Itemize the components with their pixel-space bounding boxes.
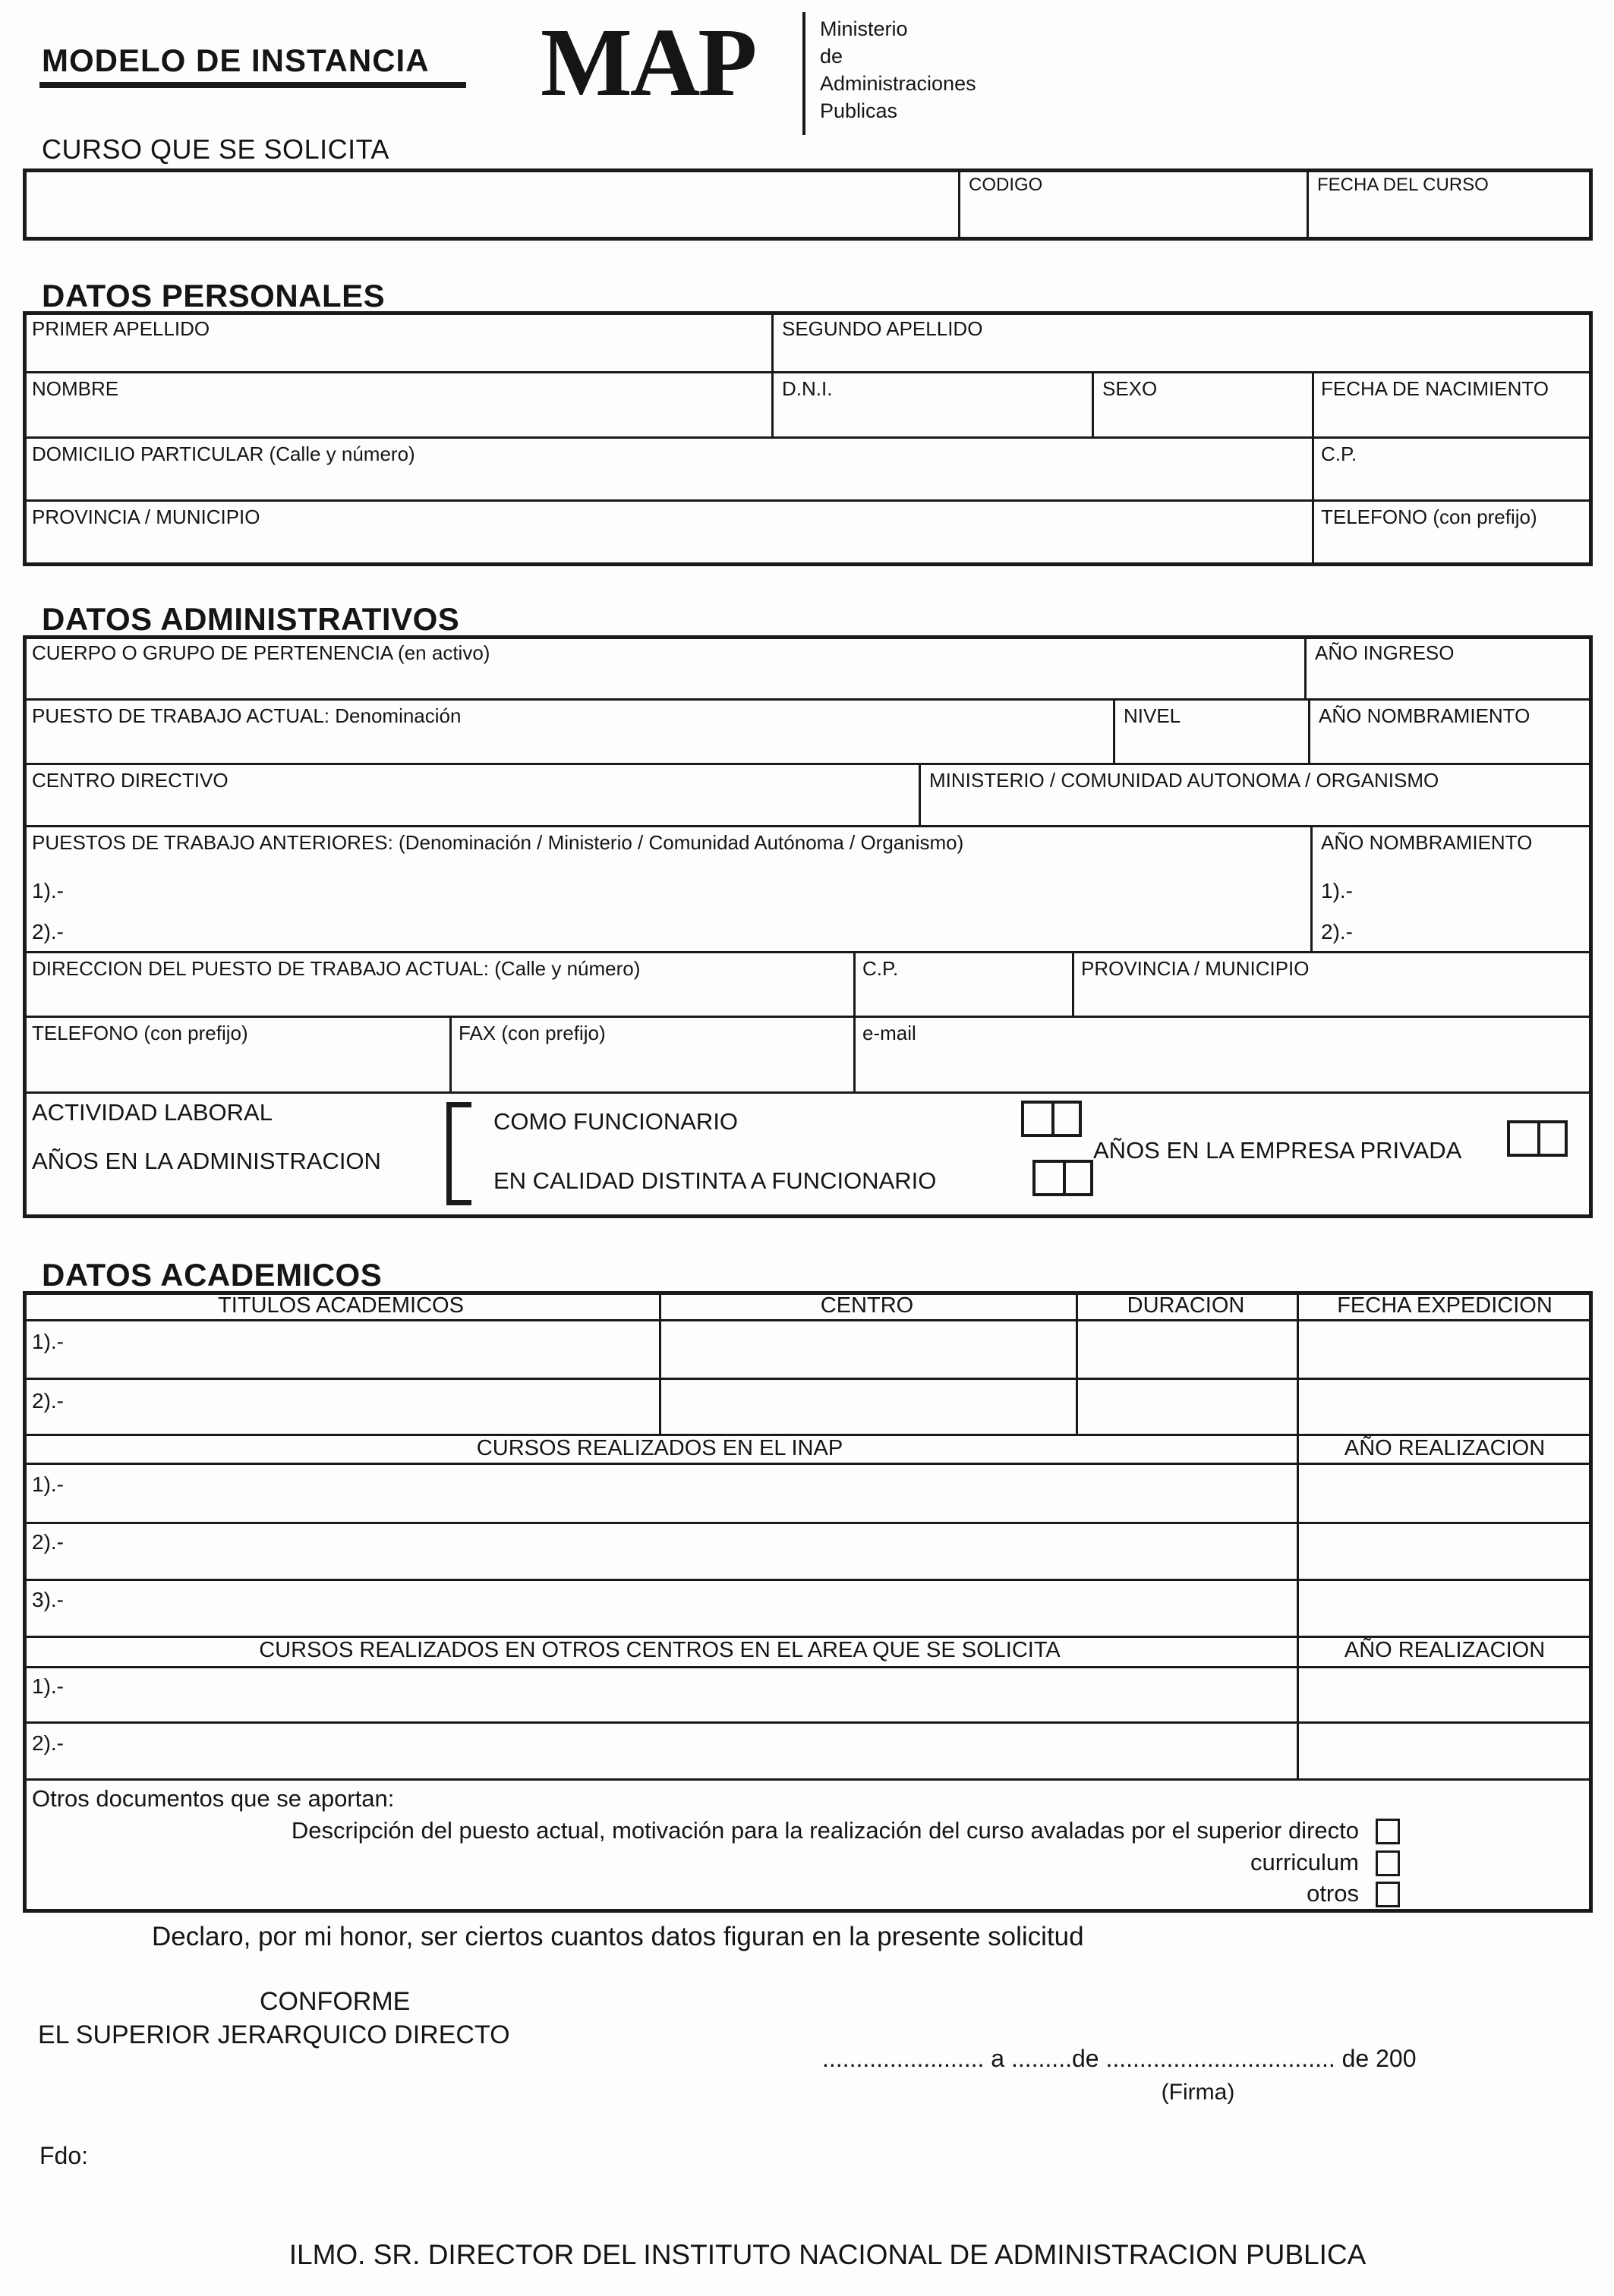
list-item-1: 1).- <box>32 1330 64 1353</box>
list-item-2: 2).- <box>32 1530 64 1554</box>
grid-line <box>1304 635 1307 698</box>
field-label-fecha-nacimiento: FECHA DE NACIMIENTO <box>1321 377 1549 400</box>
field-label-primer-apellido: PRIMER APELLIDO <box>32 317 210 340</box>
list-item-1: 1).- <box>32 879 64 902</box>
field-label-cuerpo: CUERPO O GRUPO DE PERTENENCIA (en activo) <box>32 641 490 664</box>
section-title-datos-academicos: DATOS ACADEMICOS <box>42 1257 383 1293</box>
ministry-line: Publicas <box>820 99 898 122</box>
field-label-actividad-laboral: ACTIVIDAD LABORAL <box>32 1099 273 1126</box>
grid-line <box>23 436 1593 439</box>
field-label-nombre: NOMBRE <box>32 377 119 400</box>
grid-line <box>771 311 774 436</box>
declaration-text: Declaro, por mi honor, ser ciertos cuantos datos figuran en la presente solicitud <box>152 1922 1084 1951</box>
grid-line <box>919 763 921 825</box>
field-label-ano-nombramiento-2: AÑO NOMBRAMIENTO <box>1321 831 1533 854</box>
grid-line <box>23 1522 1593 1524</box>
subsection-header-inap: CURSOS REALIZADOS EN EL INAP <box>476 1436 843 1460</box>
checkbox-descripcion[interactable] <box>1376 1819 1400 1844</box>
grid-line <box>23 1721 1593 1724</box>
doc-option-otros: otros <box>1307 1880 1359 1907</box>
field-label-fax: FAX (con prefijo) <box>459 1022 606 1044</box>
field-label-ano-ingreso: AÑO INGRESO <box>1315 641 1455 664</box>
field-label-puestos-anteriores: PUESTOS DE TRABAJO ANTERIORES: (Denominación / Ministerio / Comunidad Autónoma / Organismo) <box>32 831 964 854</box>
column-header-ano-realizacion: AÑO REALIZACION <box>1344 1436 1546 1460</box>
field-label-otros-documentos: Otros documentos que se aportan: <box>32 1785 395 1812</box>
yearbox-divider <box>1537 1123 1540 1154</box>
grid-line <box>23 1378 1593 1380</box>
field-label-direccion-puesto: DIRECCION DEL PUESTO DE TRABAJO ACTUAL: (Calle y número) <box>32 957 641 980</box>
column-header-duracion: DURACION <box>1127 1293 1245 1318</box>
grid-line <box>23 1579 1593 1581</box>
field-label-ano-nombramiento: AÑO NOMBRAMIENTO <box>1319 704 1530 727</box>
grid-line <box>1310 825 1313 951</box>
field-label-calidad-distinta: EN CALIDAD DISTINTA A FUNCIONARIO <box>493 1167 937 1194</box>
grid-line <box>23 499 1593 502</box>
yearbox-calidad-distinta[interactable] <box>1032 1160 1093 1196</box>
list-item-1: 1).- <box>32 1674 64 1698</box>
field-label-cp: C.P. <box>1321 443 1357 465</box>
grid-line <box>23 698 1593 701</box>
field-label-cp-trabajo: C.P. <box>862 957 899 980</box>
field-label-telefono-trabajo: TELEFONO (con prefijo) <box>32 1022 248 1044</box>
date-signature-line: ........................ a .........de .................................. de 200 <box>822 2045 1417 2072</box>
subsection-header-otros-centros: CURSOS REALIZADOS EN OTROS CENTROS EN EL AREA QUE SE SOLICITA <box>259 1638 1061 1662</box>
fdo-label: Fdo: <box>39 2142 89 2169</box>
field-label-anos-administracion: AÑOS EN LA ADMINISTRACION <box>32 1148 381 1174</box>
grid-line <box>1308 698 1310 763</box>
field-label-puesto-actual: PUESTO DE TRABAJO ACTUAL: Denominación <box>32 704 462 727</box>
ministry-line: de <box>820 45 843 68</box>
grid-line <box>23 1016 1593 1018</box>
doc-option-curriculum: curriculum <box>1250 1849 1359 1876</box>
field-label-provincia: PROVINCIA / MUNICIPIO <box>32 505 260 528</box>
list-item-2: 2).- <box>32 920 64 943</box>
field-label-fecha-curso: FECHA DEL CURSO <box>1317 175 1489 195</box>
field-label-email: e-mail <box>862 1022 916 1044</box>
yearbox-empresa-privada[interactable] <box>1507 1120 1568 1157</box>
curso-section-label: CURSO QUE SE SOLICITA <box>42 134 389 165</box>
column-header-ano-realizacion: AÑO REALIZACION <box>1344 1638 1546 1662</box>
addressee-line: ILMO. SR. DIRECTOR DEL INSTITUTO NACIONAL DE ADMINISTRACION PUBLICA <box>288 2239 1367 2270</box>
ministry-line: Administraciones <box>820 72 976 95</box>
superior-jerarquico-label: EL SUPERIOR JERARQUICO DIRECTO <box>38 2020 510 2049</box>
conforme-label: CONFORME <box>260 1987 411 2016</box>
bracket-shape <box>446 1102 471 1205</box>
column-header-centro: CENTRO <box>820 1293 914 1318</box>
yearbox-divider <box>1051 1104 1054 1134</box>
grid-line <box>853 951 856 1091</box>
list-item-2: 2).- <box>32 1731 64 1755</box>
grid-line <box>23 1778 1593 1781</box>
list-item-2: 2).- <box>32 1389 64 1413</box>
grid-line <box>1297 1291 1299 1778</box>
field-label-provincia-trabajo: PROVINCIA / MUNICIPIO <box>1081 957 1310 980</box>
checkbox-curriculum[interactable] <box>1376 1850 1400 1876</box>
grid-line <box>1076 1291 1078 1434</box>
field-label-sexo: SEXO <box>1102 377 1158 400</box>
field-label-ministerio-organismo: MINISTERIO / COMUNIDAD AUTONOMA / ORGANISMO <box>929 769 1439 792</box>
field-label-centro-directivo: CENTRO DIRECTIVO <box>32 769 229 792</box>
field-label-domicilio: DOMICILIO PARTICULAR (Calle y número) <box>32 443 415 465</box>
yearbox-como-funcionario[interactable] <box>1021 1101 1082 1137</box>
column-header-fecha-expedicion: FECHA EXPEDICION <box>1337 1293 1553 1318</box>
grid-line <box>1092 371 1094 436</box>
grid-line <box>449 1016 452 1091</box>
field-label-como-funcionario: COMO FUNCIONARIO <box>493 1108 739 1135</box>
grid-line <box>1307 168 1309 241</box>
column-header-titulos: TITULOS ACADEMICOS <box>218 1293 464 1318</box>
grid-line <box>659 1291 661 1434</box>
field-label-nivel: NIVEL <box>1124 704 1181 727</box>
title-underline <box>39 82 466 88</box>
list-item-3: 3).- <box>32 1588 64 1611</box>
list-item-1: 1).- <box>32 1472 64 1496</box>
list-item-1: 1).- <box>1321 879 1353 902</box>
document-title: MODELO DE INSTANCIA <box>42 43 430 78</box>
grid-line <box>1072 951 1074 1016</box>
logo-divider-line <box>802 12 805 135</box>
ministry-line: Ministerio <box>820 17 908 40</box>
field-label-anos-empresa-privada: AÑOS EN LA EMPRESA PRIVADA <box>1093 1137 1462 1164</box>
list-item-2: 2).- <box>1321 920 1353 943</box>
map-logo: MAP <box>541 8 755 116</box>
grid-line <box>23 371 1593 373</box>
grid-line <box>958 168 960 241</box>
section-title-datos-administrativos: DATOS ADMINISTRATIVOS <box>42 601 460 637</box>
yearbox-divider <box>1063 1163 1066 1193</box>
grid-line <box>1113 698 1115 763</box>
field-label-codigo: CODIGO <box>969 175 1043 195</box>
checkbox-otros[interactable] <box>1376 1882 1400 1907</box>
field-label-telefono: TELEFONO (con prefijo) <box>1321 505 1537 528</box>
grid-line <box>23 951 1593 953</box>
doc-option-descripcion: Descripción del puesto actual, motivación para la realización del curso avaladas por el superior directo <box>291 1817 1359 1844</box>
grid-line <box>23 1666 1593 1668</box>
firma-label: (Firma) <box>1161 2080 1235 2105</box>
grid-line <box>23 1463 1593 1465</box>
field-label-segundo-apellido: SEGUNDO APELLIDO <box>782 317 983 340</box>
field-label-dni: D.N.I. <box>782 377 833 400</box>
grid-line <box>23 1319 1593 1321</box>
section-title-datos-personales: DATOS PERSONALES <box>42 278 386 313</box>
grid-line <box>1312 371 1314 566</box>
grid-line <box>23 825 1593 827</box>
ministry-name <box>820 15 976 124</box>
grid-line <box>23 1091 1593 1094</box>
grid-line <box>23 763 1593 765</box>
